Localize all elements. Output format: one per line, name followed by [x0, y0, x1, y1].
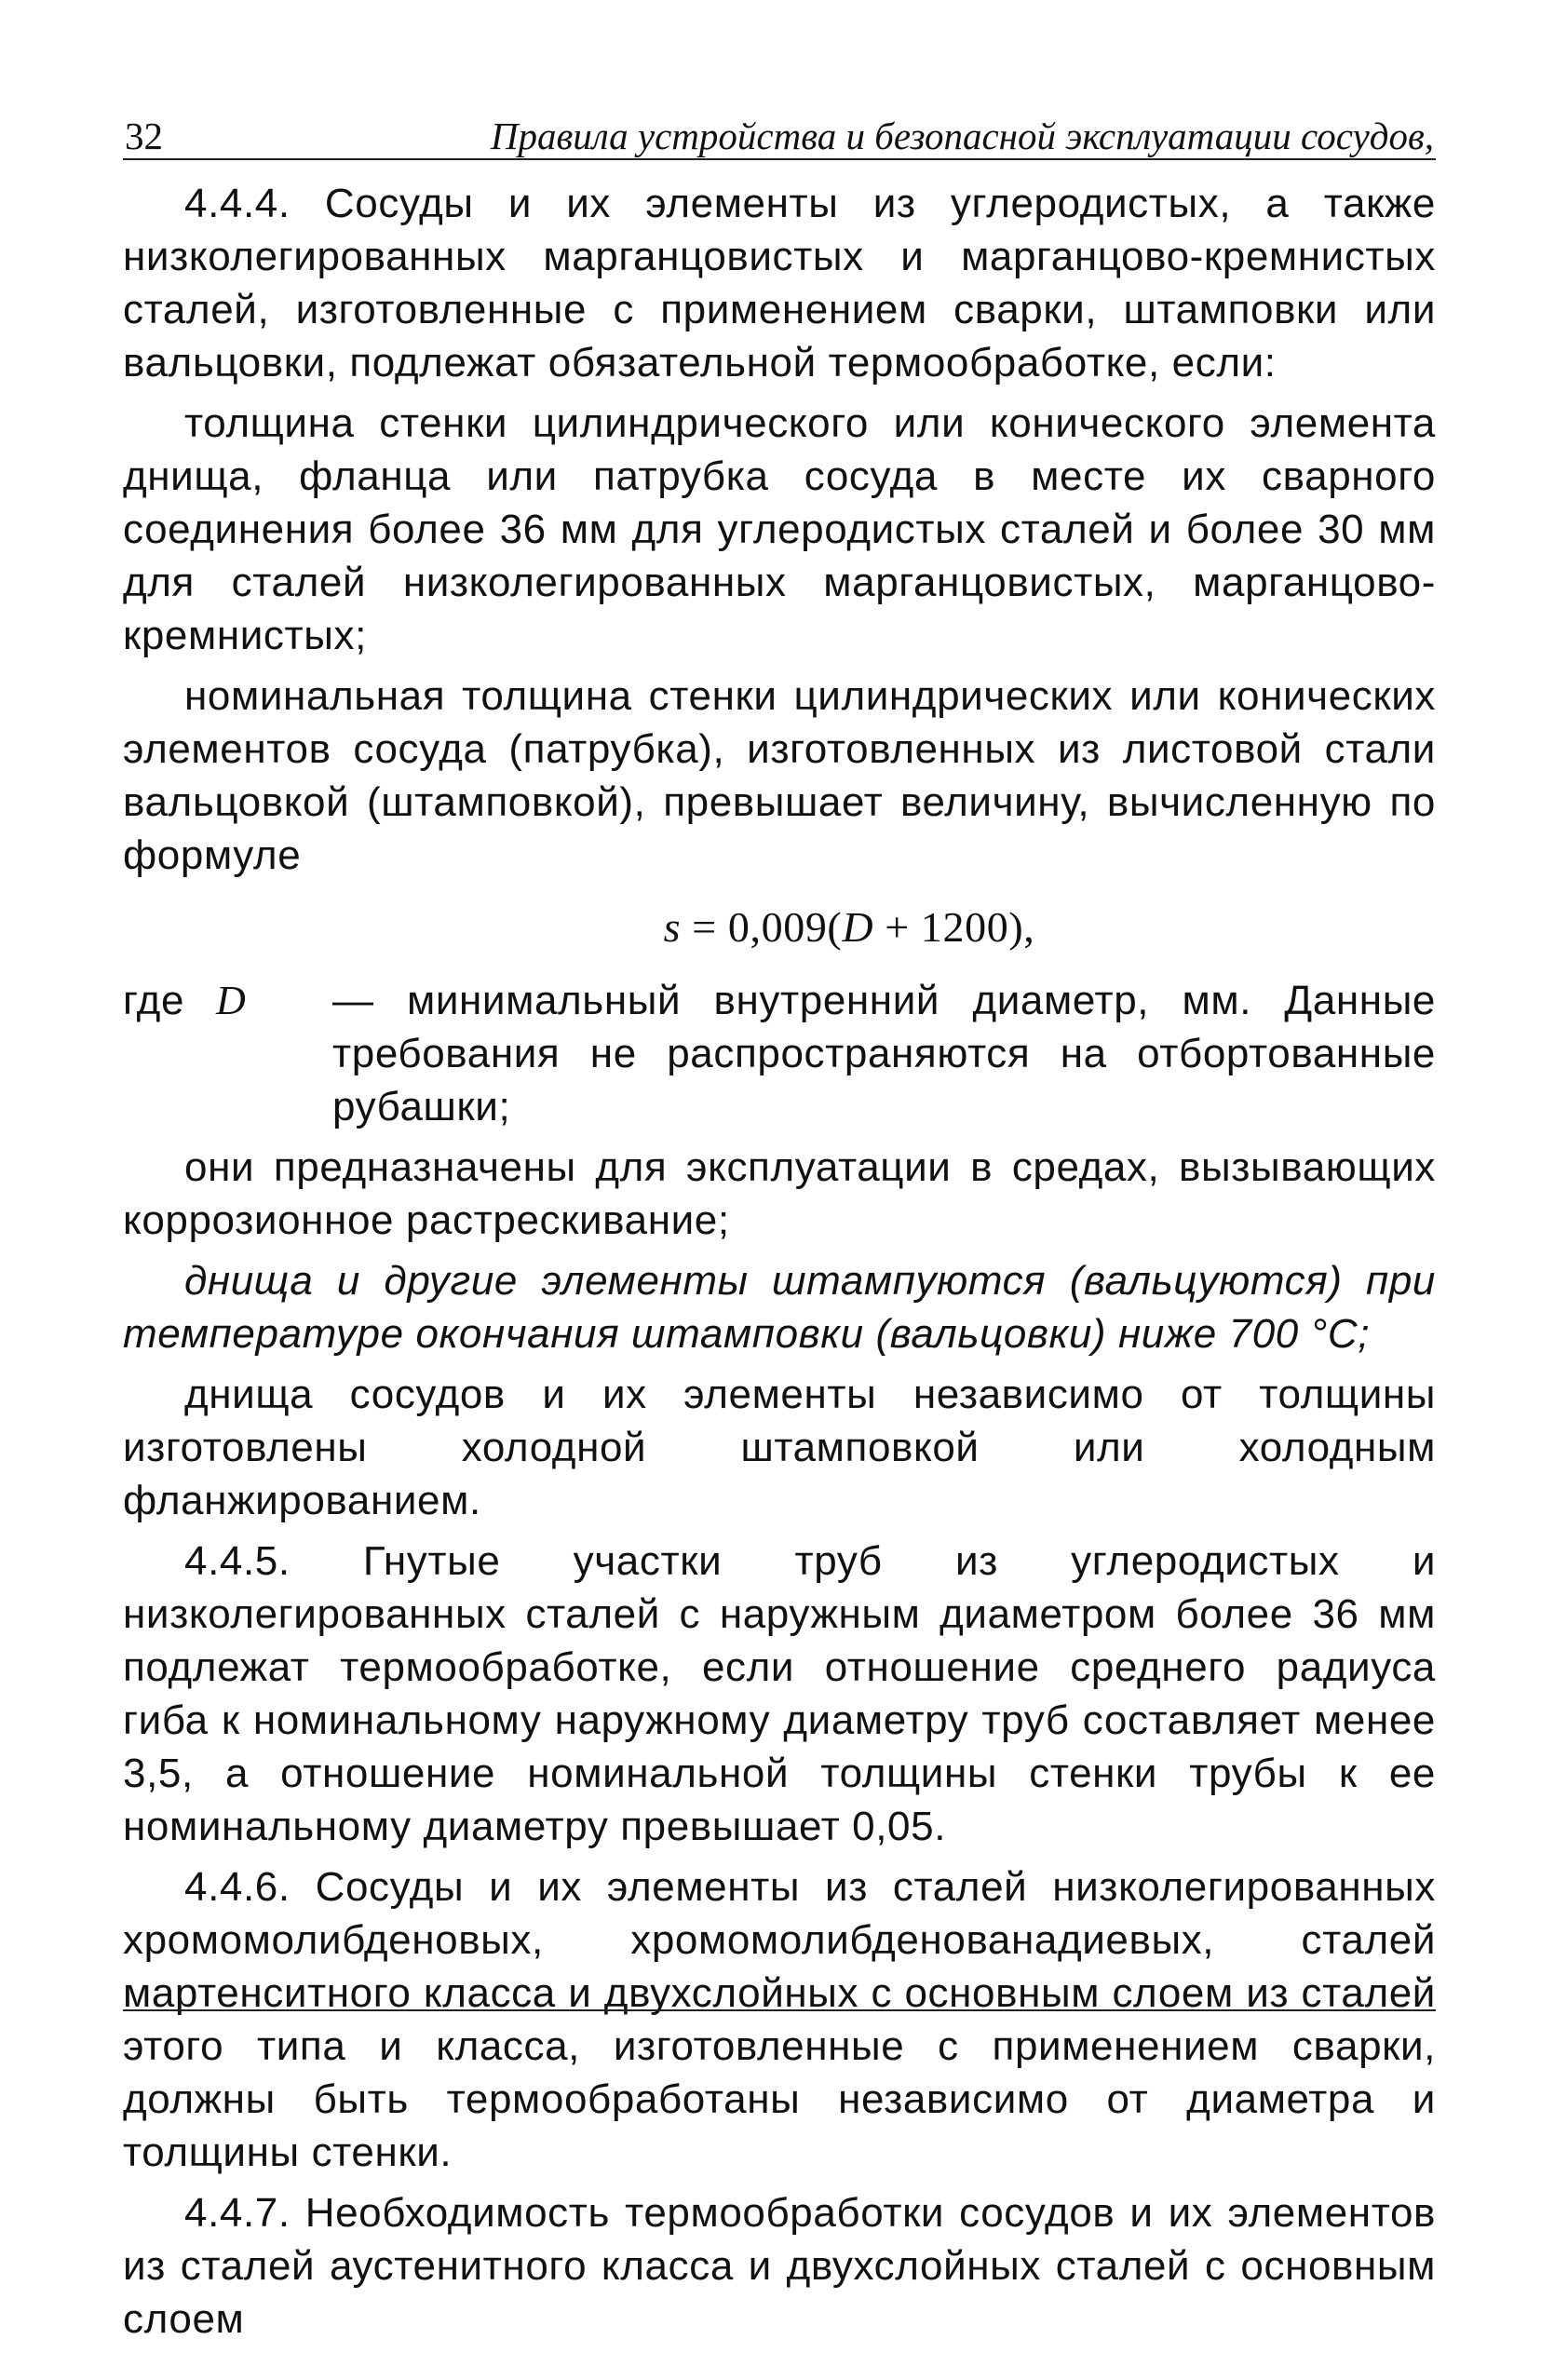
page-header [123, 110, 1436, 160]
running-title: Правила устройства и безопасной эксплуатации сосудов, [490, 115, 1434, 157]
formula-rest: + 1200), [873, 903, 1035, 951]
formula [123, 900, 1436, 953]
paragraph-4-4-7: 4.4.7. Необходимость термообработки сосудов и их элементов из сталей аустенитного класса и двухслойных сталей с основным слоем [123, 2190, 1436, 2342]
paragraph-cold-stamping: днища сосудов и их элементы независимо от толщины изготовлены холодной штамповкой или холодным фланжированием. [123, 1372, 1436, 1523]
paragraph-stamping-temperature: днища и другие элементы штампуются (вальцуются) при температуре окончания штамповки (вальцовки) ниже 700 °С; [123, 1258, 1436, 1357]
legend-definition: — минимальный внутренний диаметр, мм. Данные требования не распространяются на отбортованные рубашки; [332, 978, 1436, 1129]
paragraph-wall-thickness: толщина стенки цилиндрического или конического элемента днища, фланца или патрубка сосуда в месте их сварного соединения более 36 мм для углеродистых сталей и более 30 мм для сталей низколегированных марганцовистых, марганцово-кремнистых; [123, 400, 1436, 658]
formula-variable: D [842, 903, 874, 951]
paragraph-4-4-4: 4.4.4. Сосуды и их элементы из углеродистых, а также низколегированных марганцовистых и марганцово-кремнистых сталей, изготовленные с применением сварки, штамповки или вальцовки, подлежат обязательной термообработке, если: [123, 181, 1436, 385]
legend-where-word: где [123, 978, 185, 1023]
formula-lhs: s [663, 903, 682, 951]
page-number: 32 [125, 115, 163, 157]
paragraph-nominal-thickness: номинальная толщина стенки цилиндрических или конических элементов сосуда (патрубка), изготовленных из листовой стали вальцовкой (штамповкой), превышает величину, вычисленную по формуле [123, 673, 1436, 878]
legend-symbol: D [216, 978, 247, 1023]
paragraph-4-4-6: 4.4.6. Сосуды и их элементы из сталей низколегированных хромомолибденовых, хромомолибденованадиевых, сталей мартенситного класса и двухслойных с основным слоем из сталей этого типа и класса, изготовленные с применением сварки, должны быть термообработаны независимо от диаметра и толщины стенки. [123, 1864, 1436, 2175]
formula-legend [123, 974, 1436, 1133]
paragraph-corrosion: они предназначены для эксплуатации в средах, вызывающих коррозионное растрескивание; [123, 1144, 1436, 1243]
body-text [123, 177, 1436, 2353]
bottom-rule [123, 2009, 1436, 2011]
legend-term [123, 974, 332, 1027]
formula-equals: = 0,009( [681, 903, 843, 951]
paragraph-4-4-5: 4.4.5. Гнутые участки труб из углеродистых и низколегированных сталей с наружным диаметром более 36 мм подлежат термообработке, если отношение среднего радиуса гиба к номинальному наружному диаметру труб составляет менее 3,5, а отношение номинальной толщины стенки трубы к ее номинальному диаметру превышает 0,05. [123, 1538, 1436, 1849]
